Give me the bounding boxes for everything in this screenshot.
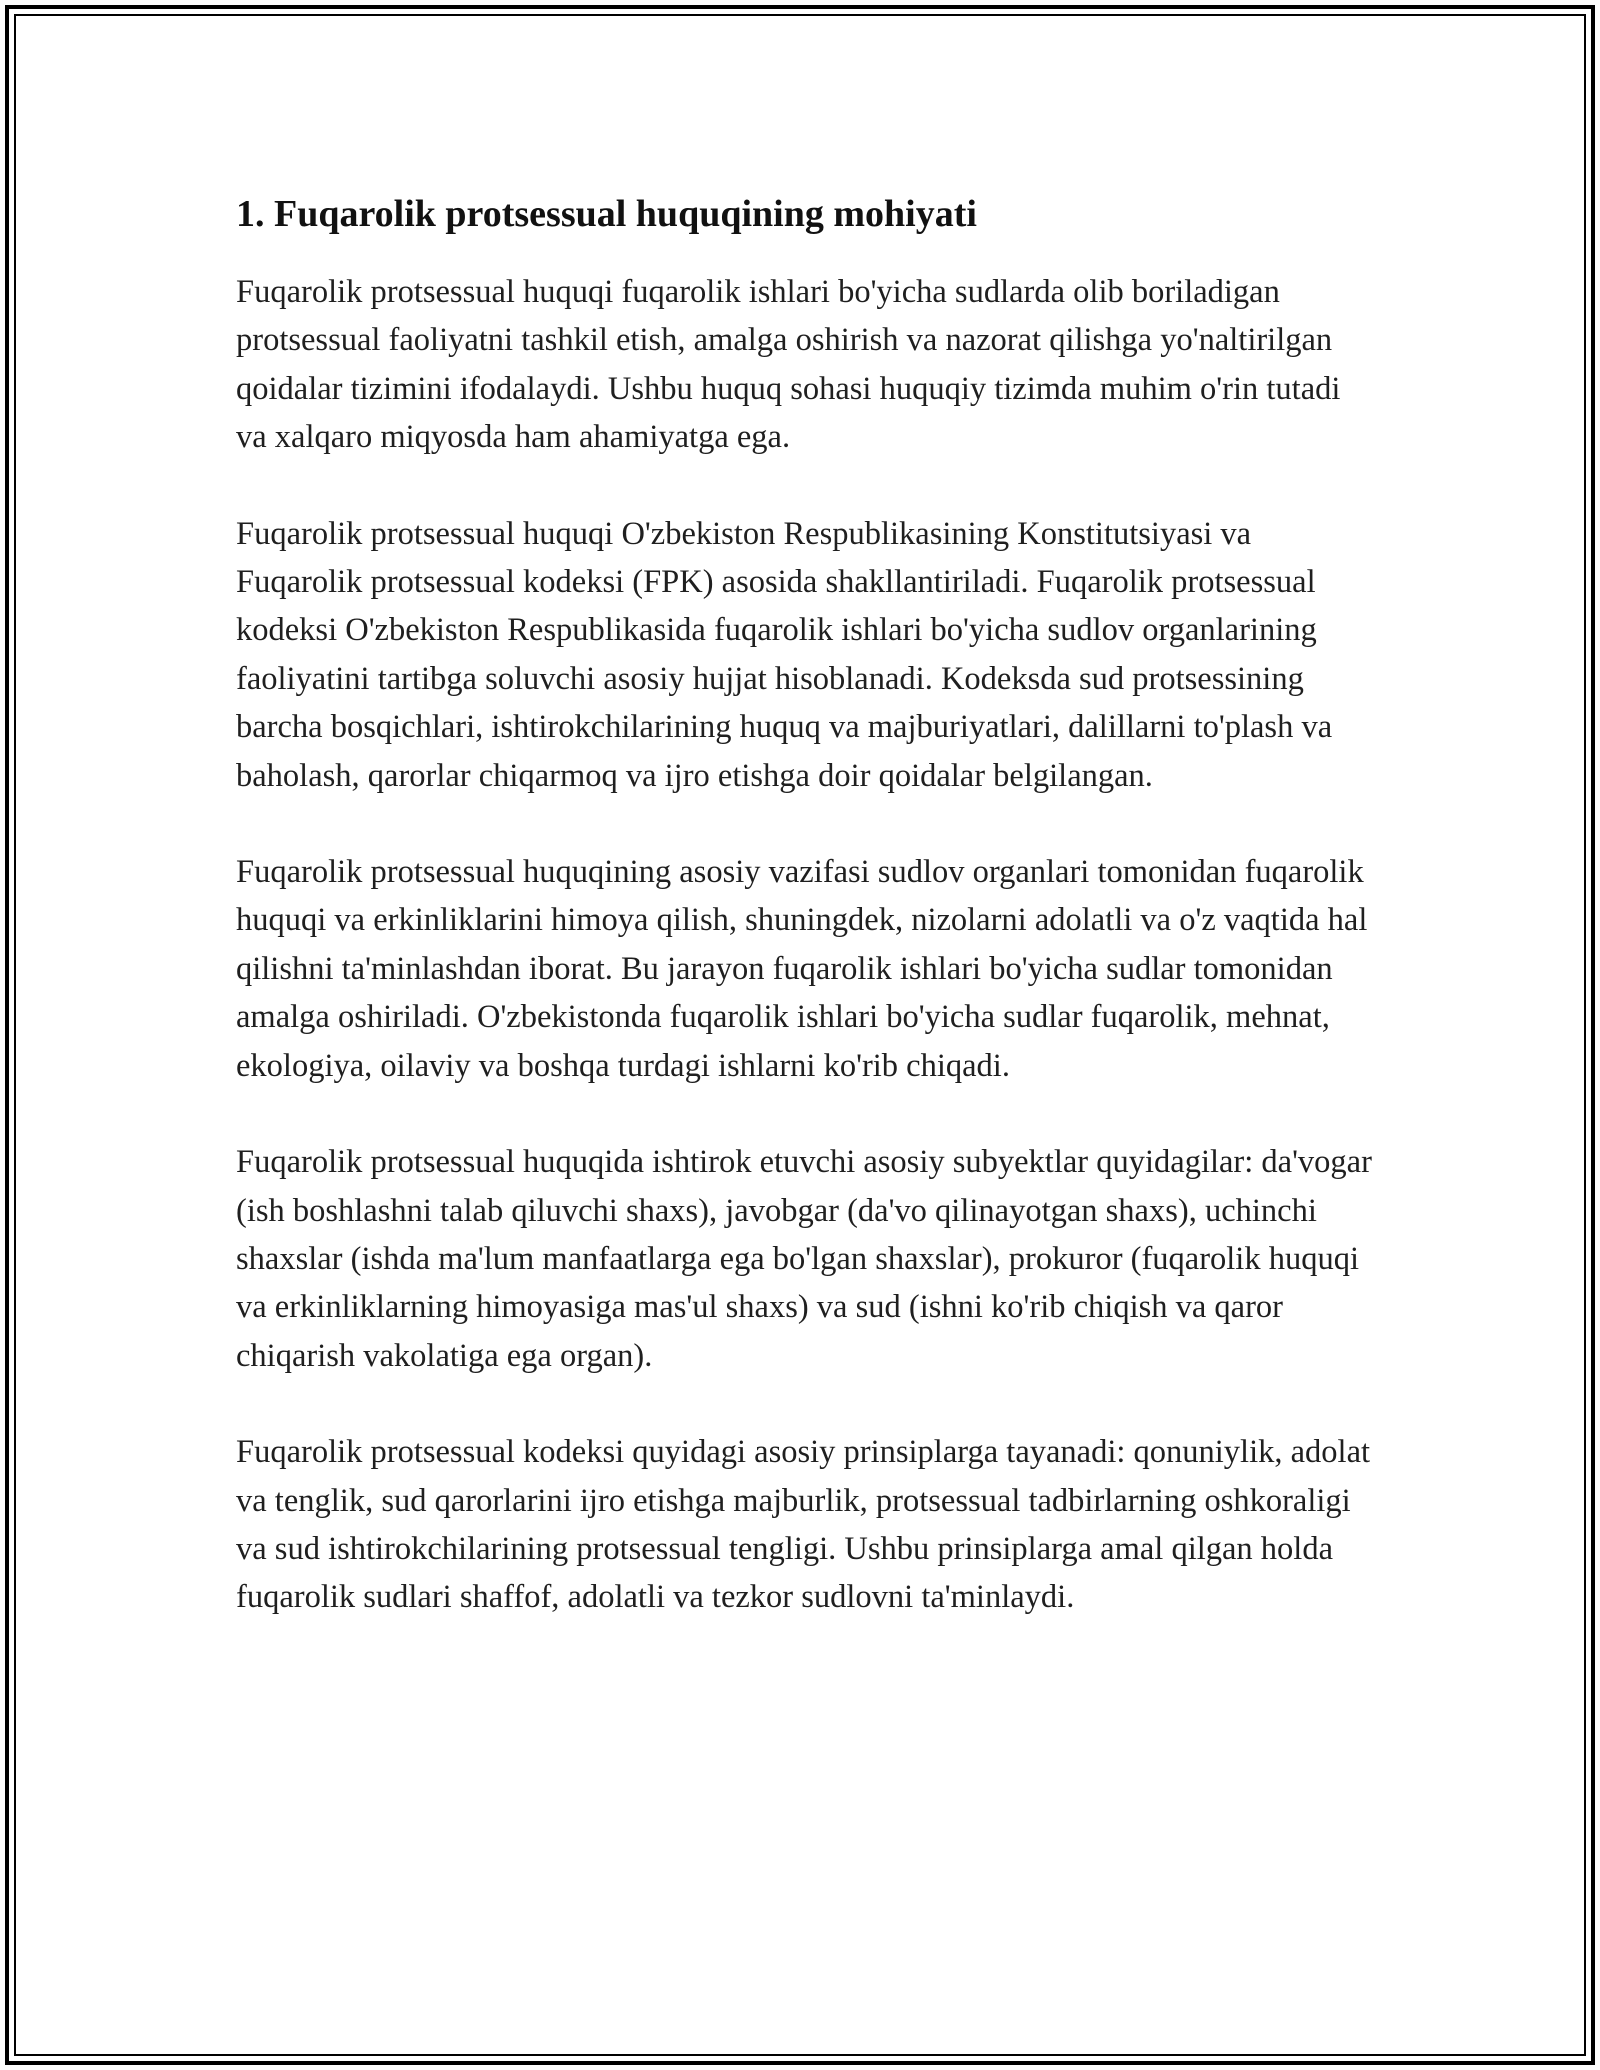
paragraph-2: Fuqarolik protsessual huquqi O'zbekiston Respublikasining Konstitutsiyasi va Fuqarolik protsessual kodeksi (FPK) asosida shakllantiriladi. Fuqarolik protsessual kodeksi O'zbekiston Respublikasida fuqarolik ishlari bo'yicha sudlov organlarining faoliyatini tartibga soluvchi asosiy hujjat hisoblanadi. Kodeksda sud protsessining barcha bosqichlari, ishtirokchilarining huquq va majburiyatlari, dalillarni to'plash va baholash, qarorlar chiqarmoq va ijro etishga doir qoidalar belgilangan. (236, 515, 1333, 794)
paragraph-1: Fuqarolik protsessual huquqi fuqarolik ishlari bo'yicha sudlarda olib boriladigan protsessual faoliyatni tashkil etish, amalga oshirish va nazorat qilishga yo'naltirilgan qoidalar tizimini ifodalaydi. Ushbu huquq sohasi huquqiy tizimda muhim o'rin tutadi va xalqaro miqyosda ham ahamiyatga ega. (236, 274, 1341, 456)
paragraph-4: Fuqarolik protsessual huquqida ishtirok etuvchi asosiy subyektlar quyidagilar: da'vogar (ish boshlashni talab qiluvchi shaxs), javobgar (da'vo qilinayotgan shaxs), uchinchi shaxslar (ishda ma'lum manfaatlarga ega bo'lgan shaxslar), prokuror (fuqarolik huquqi va erkinliklarning himoyasiga mas'ul shaxs) va sud (ishni ko'rib chiqish va qaror chiqarish vakolatiga ega organ). (236, 1144, 1372, 1374)
paragraph-3: Fuqarolik protsessual huquqining asosiy vazifasi sudlov organlari tomonidan fuqarolik huquqi va erkinliklarini himoya qilish, shuningdek, nizolarni adolatli va o'z vaqtida hal qilishni ta'minlashdan iborat. Bu jarayon fuqarolik ishlari bo'yicha sudlar tomonidan amalga oshiriladi. O'zbekistonda fuqarolik ishlari bo'yicha sudlar fuqarolik, mehnat, ekologiya, oilaviy va boshqa turdagi ishlarni ko'rib chiqadi. (236, 854, 1368, 1084)
document-body (236, 190, 1376, 1670)
section-title: 1. Fuqarolik protsessual huquqining mohiyati (236, 193, 977, 235)
paragraph-5: Fuqarolik protsessual kodeksi quyidagi asosiy prinsiplarga tayanadi: qonuniylik, adolat va tenglik, sud qarorlarini ijro etishga majburlik, protsessual tadbirlarning oshkoraligi va sud ishtirokchilarining protsessual tengligi. Ushbu prinsiplarga amal qilgan holda fuqarolik sudlari shaffof, adolatli va tezkor sudlovni ta'minlaydi. (236, 1434, 1371, 1616)
